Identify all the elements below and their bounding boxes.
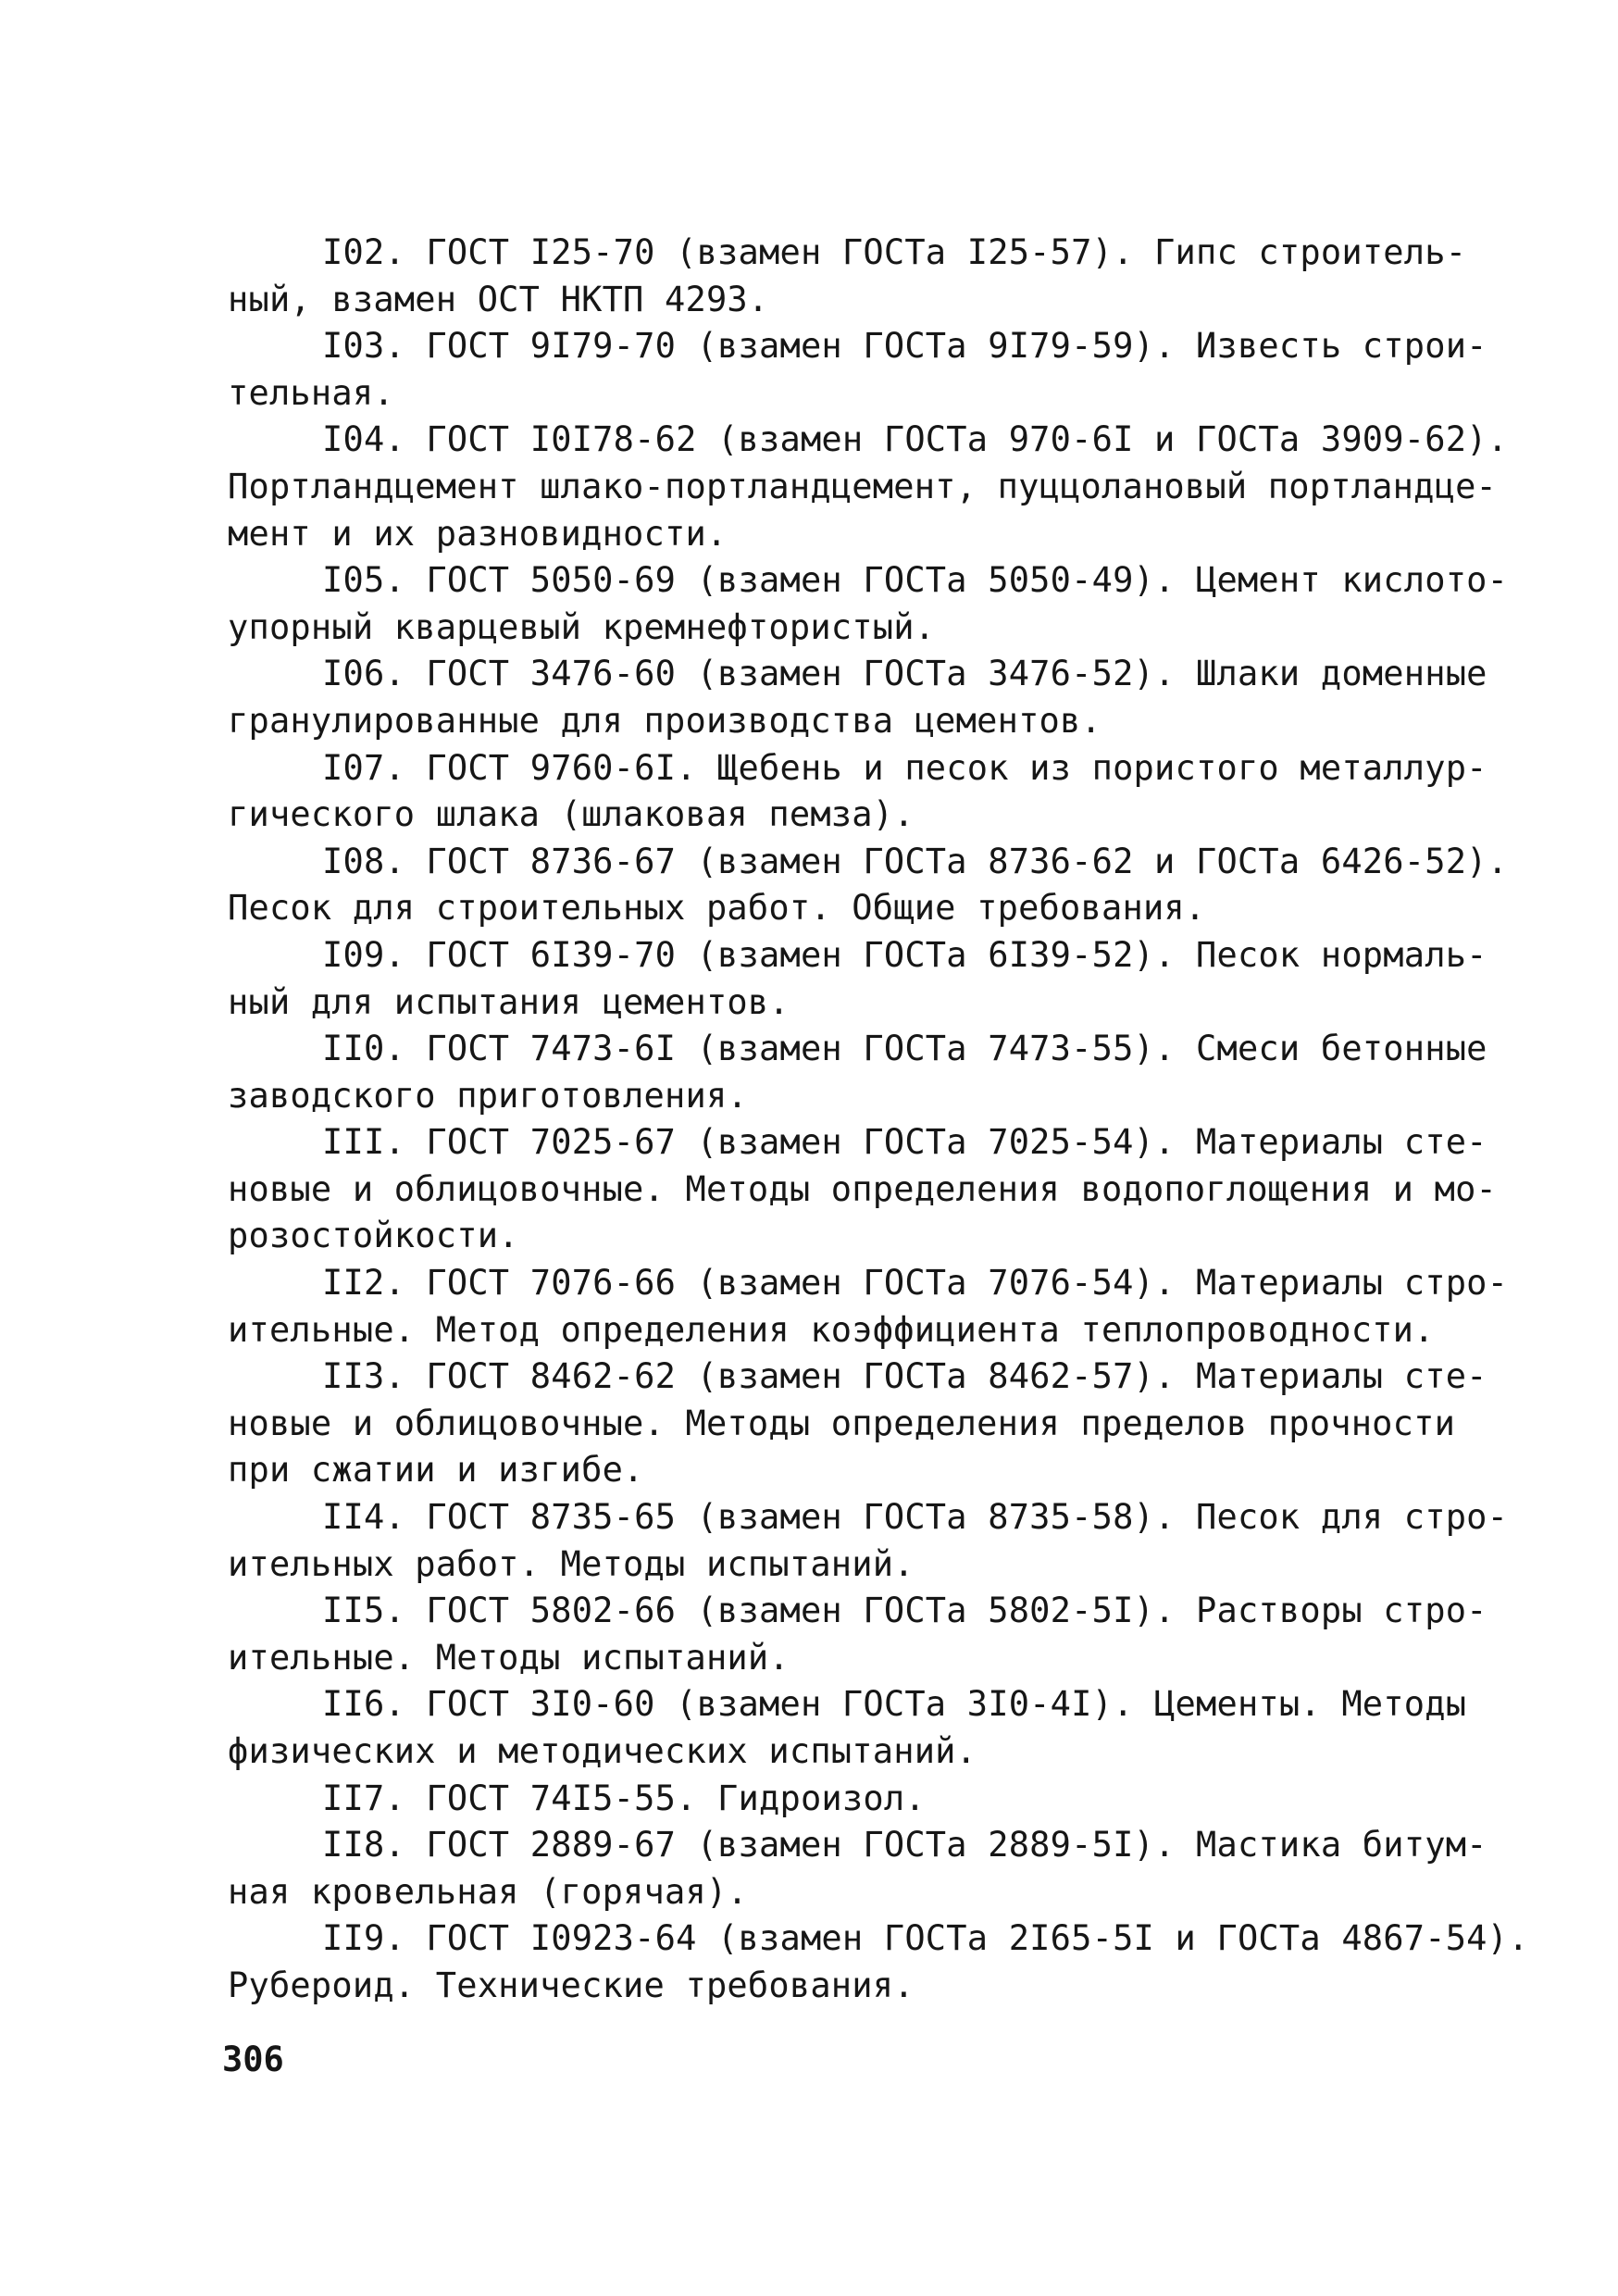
entry-continuation-line: ительные. Метод определения коэффициента теплопроводности. [228, 1309, 1435, 1350]
entry-continuation-line: физических и методических испытаний. [228, 1731, 977, 1771]
entry-continuation-line: упорный кварцевый кремнефтористый. [228, 606, 936, 647]
entry-continuation-line: Песок для строительных работ. Общие требования. [228, 888, 1206, 929]
entry-continuation-line: тельная. [228, 372, 394, 413]
list-item [228, 417, 1509, 557]
list-item [228, 651, 1487, 744]
entry-continuation-line: ная кровельная (горячая). [228, 1871, 748, 1912]
entry-first-line: II2. ГОСТ 7076-66 (взамен ГОСТа 7076-54). Материалы стро- [322, 1263, 1509, 1304]
entry-first-line: I09. ГОСТ 6I39-70 (взамен ГОСТа 6I39-52). Песок нормаль- [322, 934, 1487, 975]
entry-continuation-line: ный для испытания цементов. [228, 981, 790, 1022]
list-item [228, 1494, 1509, 1588]
entry-continuation-line: гранулированные для производства цементов. [228, 700, 1101, 741]
list-item [228, 745, 1487, 839]
entry-first-line: II7. ГОСТ 74I5-55. Гидроизол. [322, 1778, 926, 1818]
page-number: 306 [222, 2040, 284, 2079]
entry-first-line: I05. ГОСТ 5050-69 (взамен ГОСТа 5050-49). Цемент кислото- [322, 560, 1509, 601]
entry-first-line: I06. ГОСТ 3476-60 (взамен ГОСТа 3476-52). Шлаки доменные [322, 654, 1487, 694]
list-item [228, 323, 1487, 417]
list-item [228, 1915, 1529, 2009]
standards-list [228, 230, 1529, 2010]
entry-first-line: I04. ГОСТ I0I78-62 (взамен ГОСТа 970-6I и ГОСТа 3909-62). [322, 419, 1509, 460]
entry-continuation-line: при сжатии и изгибе. [228, 1450, 644, 1491]
list-item [228, 1119, 1498, 1260]
list-item [228, 839, 1509, 932]
entry-continuation-line: ный, взамен ОСТ НКТП 4293. [228, 279, 769, 319]
entry-continuation-line: ительные. Методы испытаний. [228, 1637, 790, 1678]
entry-continuation-line: Портландцемент шлако-портландцемент, пуццолановый портландце- [228, 466, 1498, 506]
list-item [228, 1822, 1487, 1915]
entry-continuation-line: новые и облицовочные. Методы определения водопоглощения и мо- [228, 1168, 1498, 1209]
entry-first-line: I02. ГОСТ I25-70 (взамен ГОСТа I25-57). Гипс строитель- [322, 232, 1467, 272]
list-item [228, 1588, 1487, 1681]
entry-continuation-line: ительных работ. Методы испытаний. [228, 1543, 915, 1584]
entry-first-line: III. ГОСТ 7025-67 (взамен ГОСТа 7025-54). Материалы сте- [322, 1122, 1487, 1163]
entry-continuation-line: мент и их разновидности. [228, 513, 728, 554]
entry-continuation-line: розостойкости. [228, 1216, 519, 1256]
entry-first-line: II3. ГОСТ 8462-62 (взамен ГОСТа 8462-57). Материалы сте- [322, 1356, 1487, 1397]
list-item [228, 1681, 1467, 1775]
entry-first-line: I08. ГОСТ 8736-67 (взамен ГОСТа 8736-62 и ГОСТа 6426-52). [322, 841, 1509, 881]
entry-first-line: II0. ГОСТ 7473-6I (взамен ГОСТа 7473-55). Смеси бетонные [322, 1029, 1487, 1069]
list-item [228, 230, 1467, 323]
entry-first-line: II5. ГОСТ 5802-66 (взамен ГОСТа 5802-5I). Растворы стро- [322, 1591, 1487, 1631]
list-item [228, 557, 1509, 651]
list-item [228, 1776, 1431, 1823]
entry-first-line: I03. ГОСТ 9I79-70 (взамен ГОСТа 9I79-59). Известь строи- [322, 326, 1487, 367]
entry-continuation-line: гического шлака (шлаковая пемза). [228, 794, 915, 835]
entry-continuation-line: новые и облицовочные. Методы определения пределов прочности [228, 1403, 1456, 1443]
entry-first-line: I07. ГОСТ 9760-6I. Щебень и песок из пористого металлур- [322, 747, 1487, 788]
list-item [228, 1354, 1487, 1494]
entry-first-line: II9. ГОСТ I0923-64 (взамен ГОСТа 2I65-5I и ГОСТа 4867-54). [322, 1918, 1529, 1959]
entry-continuation-line: Рубероид. Технические требования. [228, 1965, 915, 2005]
entry-continuation-line: заводского приготовления. [228, 1075, 748, 1116]
entry-first-line: II6. ГОСТ 3I0-60 (взамен ГОСТа 3I0-4I). Цементы. Методы [322, 1684, 1467, 1725]
list-item [228, 932, 1487, 1026]
list-item [228, 1260, 1509, 1354]
entry-first-line: II4. ГОСТ 8735-65 (взамен ГОСТа 8735-58). Песок для стро- [322, 1497, 1509, 1538]
list-item [228, 1026, 1487, 1119]
entry-first-line: II8. ГОСТ 2889-67 (взамен ГОСТа 2889-5I). Мастика битум- [322, 1825, 1487, 1866]
